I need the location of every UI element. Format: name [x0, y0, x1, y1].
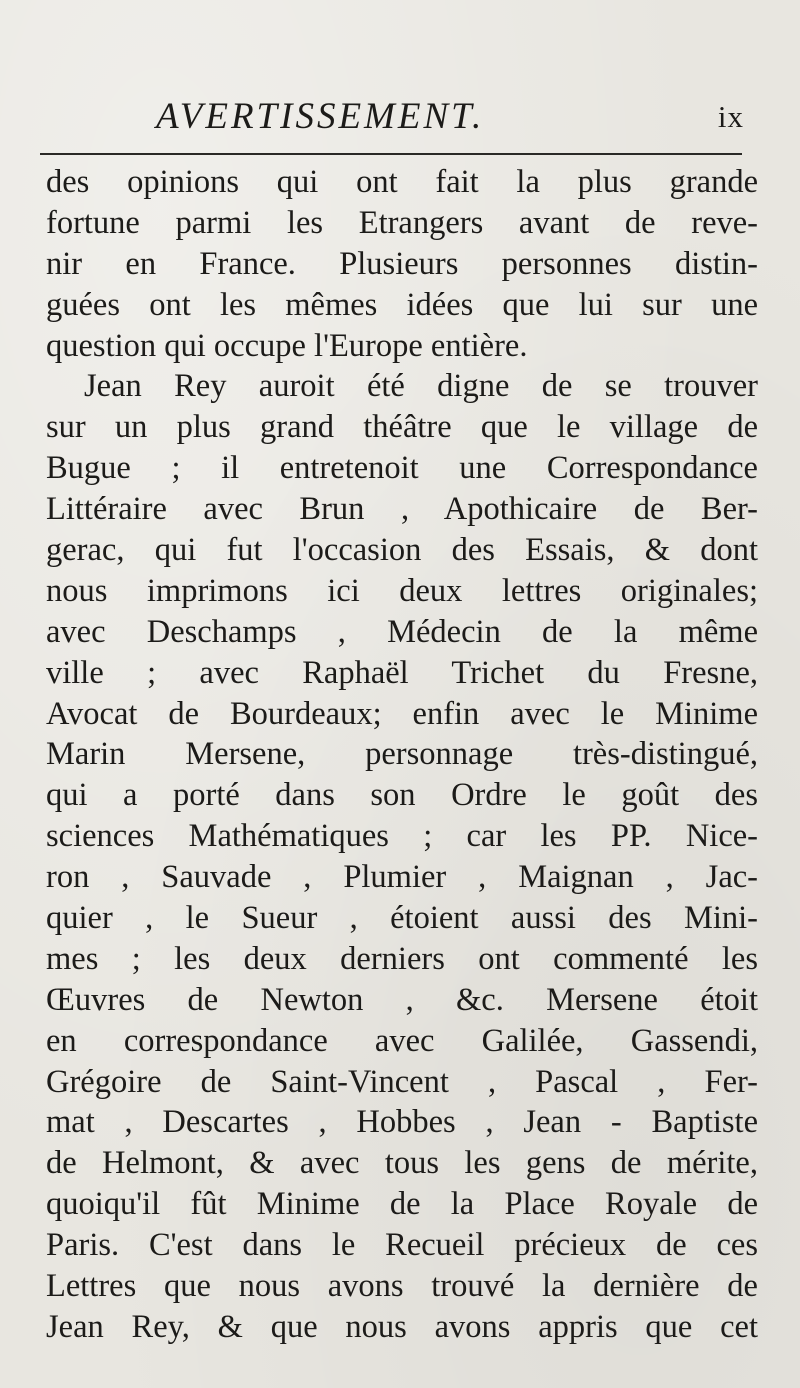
text-line: fortune parmi les Etrangers avant de reve-	[46, 204, 758, 241]
text-line: Bugue ; il entretenoit une Correspondance	[46, 450, 758, 487]
text-line: nous imprimons ici deux lettres originales;	[46, 572, 758, 609]
text-line: en correspondance avec Galilée, Gassendi,	[46, 1022, 758, 1059]
text-line: qui a porté dans son Ordre le goût des	[46, 777, 758, 814]
header-rule	[40, 153, 742, 155]
running-header	[40, 92, 750, 142]
text-line: Lettres que nous avons trouvé la dernière de	[46, 1268, 758, 1305]
text-line: Avocat de Bourdeaux; enfin avec le Minime	[46, 695, 758, 732]
text-line: Grégoire de Saint-Vincent , Pascal , Fer-	[46, 1063, 758, 1100]
text-line: Paris. C'est dans le Recueil précieux de ces	[46, 1227, 758, 1264]
text-line: Littéraire avec Brun , Apothicaire de Ber-	[46, 491, 758, 528]
text-line: quoiqu'il fût Minime de la Place Royale de	[46, 1186, 758, 1223]
text-line: Jean Rey auroit été digne de se trouver	[84, 368, 758, 405]
text-line: ville ; avec Raphaël Trichet du Fresne,	[46, 654, 758, 691]
text-line: gerac, qui fut l'occasion des Essais, & dont	[46, 532, 758, 569]
text-line: guées ont les mêmes idées que lui sur une	[46, 286, 758, 323]
running-title: AVERTISSEMENT.	[156, 96, 485, 137]
text-line: des opinions qui ont fait la plus grande	[46, 164, 758, 200]
text-line: mat , Descartes , Hobbes , Jean - Baptiste	[46, 1104, 758, 1141]
text-line: Marin Mersene, personnage très-distingué,	[46, 736, 758, 773]
text-line: Jean Rey, & que nous avons appris que cet	[46, 1308, 758, 1345]
text-line: mes ; les deux derniers ont commenté les	[46, 940, 758, 977]
body-text	[46, 162, 766, 1348]
text-line: de Helmont, & avec tous les gens de mérite,	[46, 1145, 758, 1182]
text-line: question qui occupe l'Europe entière.	[46, 327, 528, 364]
text-line: nir en France. Plusieurs personnes distin-	[46, 245, 758, 282]
text-line: Œuvres de Newton , &c. Mersene étoit	[46, 981, 758, 1018]
text-line: ron , Sauvade , Plumier , Maignan , Jac-	[46, 859, 758, 896]
page-number: ix	[717, 99, 744, 134]
text-line: sur un plus grand théâtre que le village de	[46, 409, 758, 446]
text-line: sciences Mathématiques ; car les PP. Nice-	[46, 818, 758, 855]
text-line: quier , le Sueur , étoient aussi des Mini-	[46, 900, 758, 937]
text-line: avec Deschamps , Médecin de la même	[46, 613, 758, 650]
